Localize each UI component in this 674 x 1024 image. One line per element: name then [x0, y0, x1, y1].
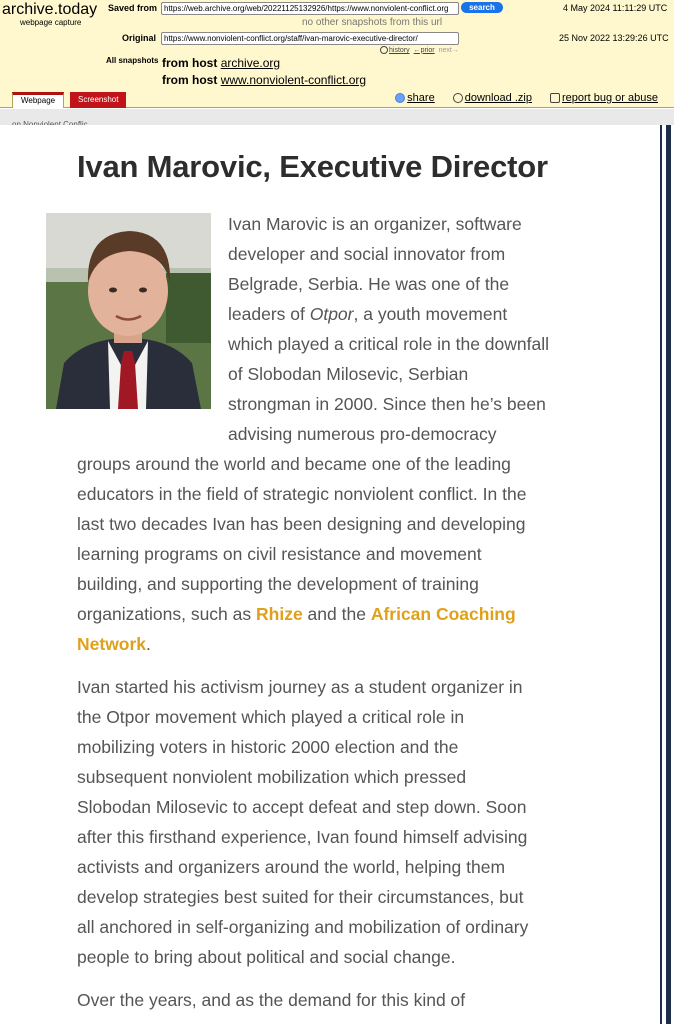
text-line: after this firsthand experience, Ivan found himself advising — [77, 827, 528, 847]
no-other-snapshots-note: no other snapshots from this url — [302, 17, 443, 28]
african-coaching-network-link-cont[interactable]: Network — [77, 634, 147, 654]
text-line: all anchored in self-organizing and mobilization of ordinary — [77, 917, 529, 937]
text-line — [77, 629, 151, 659]
text-line: Ivan started his activism journey as a student organizer in — [77, 677, 523, 697]
text-line: Over the years, and as the demand for this kind of — [77, 990, 466, 1010]
saved-timestamp: 4 May 2024 11:11:29 UTC — [563, 3, 668, 13]
host-row-2 — [162, 73, 366, 87]
text-span: . — [146, 634, 151, 654]
clock-icon — [380, 46, 388, 54]
text-line: strongman in 2000. Since then he’s been — [228, 394, 546, 414]
text-line: people to bring about political and social change. — [77, 947, 456, 967]
text-span: organizations, such as — [77, 604, 256, 624]
text-line — [228, 299, 507, 329]
host-link-archive[interactable]: archive.org — [220, 56, 281, 70]
archive-header — [0, 0, 674, 108]
portrait-illustration — [46, 213, 211, 409]
otpor-italic: Otpor — [309, 304, 354, 324]
archive-logo[interactable]: archive.today — [2, 1, 98, 18]
download-zip-button[interactable]: download .zip — [453, 92, 532, 104]
text-line: developer and social innovator from — [228, 244, 506, 264]
text-line: subsequent nonviolent mobilization which pressed — [77, 767, 467, 787]
cloud-download-icon — [453, 93, 463, 103]
tab-webpage[interactable]: Webpage — [12, 92, 64, 108]
text-line: Slobodan Milosevic to accept defeat and step down. Soon — [77, 797, 527, 817]
text-line: Belgrade, Serbia. He was one of the — [228, 274, 510, 294]
history-link[interactable]: history — [380, 46, 410, 54]
text-line: mobilizing voters in historic 2000 election and the — [77, 737, 459, 757]
share-icon — [395, 93, 405, 103]
text-line: activists and organizers around the world, helping them — [77, 857, 506, 877]
archive-actions — [395, 92, 658, 104]
archive-logo-subtitle: webpage capture — [20, 18, 82, 27]
saved-from-url-input[interactable]: https://web.archive.org/web/20221125132926/https://www.nonviolent-conflict.org — [161, 2, 459, 15]
next-link: next→ — [438, 46, 459, 54]
from-host-label: from host — [162, 73, 218, 87]
saved-from-label: Saved from — [108, 3, 158, 13]
text-line: educators in the field of strategic nonviolent conflict. In the — [77, 484, 527, 504]
text-line: which played a critical role in the downfall — [228, 334, 549, 354]
text-span: leaders of — [228, 304, 310, 324]
from-host-label: from host — [162, 56, 218, 70]
text-line: building, and supporting the development of training — [77, 574, 479, 594]
host-row-1 — [162, 56, 280, 70]
text-line: the Otpor movement which played a critical role in — [77, 707, 465, 727]
original-url-input[interactable]: https://www.nonviolent-conflict.org/staff/ivan-marovic-executive-director/ — [161, 32, 459, 45]
african-coaching-network-link[interactable]: African Coaching — [370, 604, 516, 624]
text-line: advising numerous pro-democracy — [228, 424, 497, 444]
text-line: groups around the world and became one of the leading — [77, 454, 511, 474]
tab-screenshot[interactable]: Screenshot — [70, 92, 126, 108]
share-button[interactable]: share — [395, 92, 435, 104]
original-label: Original — [122, 33, 157, 43]
text-line — [77, 599, 516, 629]
prior-link[interactable]: ←prior — [413, 46, 435, 54]
page-title: Ivan Marovic, Executive Director — [77, 149, 548, 184]
snapshot-nav — [380, 46, 459, 54]
text-span: , a youth movement — [353, 304, 508, 324]
report-bug-button[interactable]: report bug or abuse — [550, 92, 658, 104]
search-button[interactable]: search — [461, 2, 503, 13]
text-line: learning programs on civil resistance and movement — [77, 544, 482, 564]
original-timestamp: 25 Nov 2022 13:29:26 UTC — [559, 33, 669, 43]
text-line: Ivan Marovic is an organizer, software — [228, 214, 522, 234]
host-link-nonviolent[interactable]: www.nonviolent-conflict.org — [220, 73, 367, 87]
text-line: last two decades Ivan has been designing and developing — [77, 514, 526, 534]
bug-icon — [550, 93, 560, 103]
text-span: and the — [302, 604, 371, 624]
page-top-strip — [0, 109, 674, 125]
rhize-link[interactable]: Rhize — [256, 604, 303, 624]
archived-page — [0, 125, 660, 1024]
all-snapshots-label: All snapshots — [106, 56, 159, 65]
portrait-photo — [46, 213, 211, 409]
text-line: develop strategies best suited for their circumstances, but — [77, 887, 524, 907]
text-line: of Slobodan Milosevic, Serbian — [228, 364, 469, 384]
page-right-border — [660, 125, 674, 1024]
